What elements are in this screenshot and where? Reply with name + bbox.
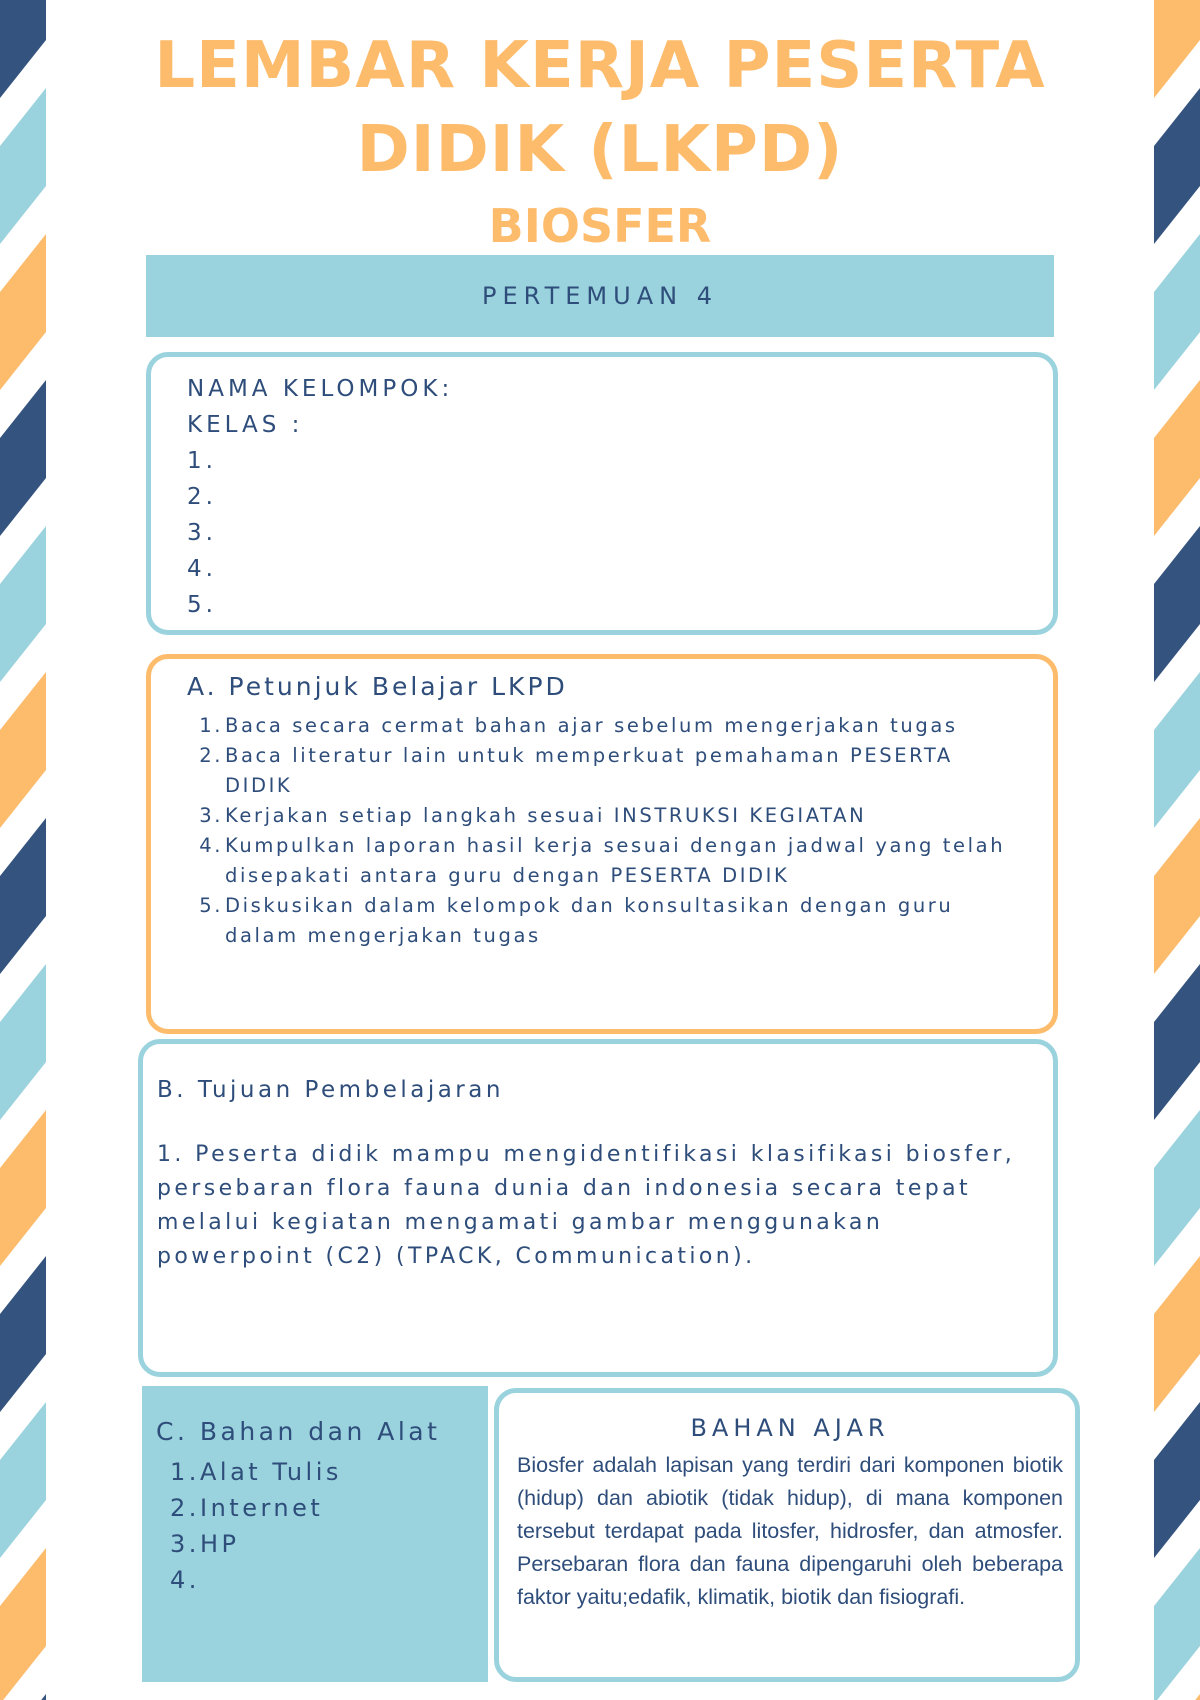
member-line: 5. (187, 592, 217, 618)
material-item (156, 1454, 474, 1490)
identity-box (146, 352, 1058, 635)
stripe-pattern (0, 0, 46, 1700)
stripe-band (0, 1256, 46, 1412)
group-name-label: NAMA KELOMPOK: (187, 376, 454, 402)
teaching-material-box (494, 1388, 1080, 1682)
item-number: 2. (170, 1494, 200, 1522)
item-number: 3. (170, 1530, 200, 1558)
teaching-material-title: BAHAN AJAR (690, 1414, 890, 1442)
item-number: 2. (199, 744, 223, 767)
item-number: 5. (199, 894, 223, 917)
item-number: 1. (170, 1458, 200, 1486)
material-item (156, 1490, 474, 1526)
stripe-band (0, 234, 46, 390)
item-number: 4. (170, 1566, 200, 1594)
meeting-label: PERTEMUAN 4 (482, 282, 718, 310)
member-line: 4. (187, 556, 217, 582)
stripe-band (1154, 1256, 1200, 1412)
right-stripe-border (1154, 0, 1200, 1700)
item-text: Alat Tulis (200, 1458, 342, 1486)
learning-objectives-box (138, 1039, 1058, 1377)
instruction-item (187, 891, 1017, 951)
stripe-band (1154, 672, 1200, 828)
member-line: 2. (187, 484, 217, 510)
instructions-list (187, 711, 1017, 951)
stripe-band (0, 964, 46, 1120)
materials-title: C. Bahan dan Alat (156, 1417, 441, 1446)
stripe-band (0, 0, 46, 98)
instruction-item (187, 741, 1017, 801)
page-subtitle: BIOSFER (488, 199, 712, 253)
stripe-band (1154, 0, 1200, 98)
left-stripe-border (0, 0, 46, 1700)
item-text: Kumpulkan laporan hasil kerja sesuai dengan jadwal yang telah disepakati antara guru dengan PESERTA DIDIK (225, 834, 1006, 887)
stripe-band (1154, 1402, 1200, 1558)
meeting-banner (146, 255, 1054, 337)
stripe-band (1154, 818, 1200, 974)
instructions-box (146, 654, 1058, 1034)
stripe-band (0, 1402, 46, 1558)
page-title-line-1: LEMBAR KERJA PESERTA (154, 29, 1046, 103)
stripe-band (1154, 380, 1200, 536)
material-item (156, 1562, 474, 1598)
page-title-line-2: DIDIK (LKPD) (356, 113, 844, 187)
member-line: 1. (187, 448, 217, 474)
item-number: 4. (199, 834, 223, 857)
objective-text: 1. Peserta didik mampu mengidentifikasi klasifikasi biosfer, persebaran flora fauna dunia dan indonesia secara tepat melalui kegiatan mengamati gambar menggunakan powerpoint (C2) (TPACK, Communication). (157, 1142, 1016, 1269)
stripe-band (1154, 88, 1200, 244)
stripe-band (1154, 234, 1200, 390)
stripe-pattern (1154, 0, 1200, 1700)
instruction-item (187, 801, 1017, 831)
stripe-band (1154, 1548, 1200, 1700)
item-text: HP (200, 1530, 240, 1558)
item-text: Internet (200, 1494, 324, 1522)
stripe-band (0, 1548, 46, 1700)
stripe-band (0, 672, 46, 828)
material-item (156, 1526, 474, 1562)
item-text: Baca secara cermat bahan ajar sebelum mengerjakan tugas (225, 714, 958, 737)
instruction-item (187, 711, 1017, 741)
item-number: 3. (199, 804, 223, 827)
instructions-title: A. Petunjuk Belajar LKPD (187, 672, 568, 701)
stripe-band (0, 818, 46, 974)
item-number: 1. (199, 714, 223, 737)
stripe-band (0, 526, 46, 682)
stripe-band (0, 380, 46, 536)
stripe-band (1154, 526, 1200, 682)
materials-tools-panel (142, 1386, 488, 1682)
member-line: 3. (187, 520, 217, 546)
instruction-item (187, 831, 1017, 891)
teaching-material-text: Biosfer adalah lapisan yang terdiri dari komponen biotik (hidup) dan abiotik (tidak hidup), di mana komponen tersebut terdapat pada litosfer, hidrosfer, dan atmosfer. Persebaran flora dan fauna dipengaruhi oleh beberapa faktor yaitu;edafik, klimatik, biotik dan fisiografi. (517, 1453, 1063, 1609)
item-text: Baca literatur lain untuk memperkuat pemahaman PESERTA DIDIK (225, 744, 953, 797)
class-label: KELAS : (187, 412, 304, 438)
stripe-band (0, 1110, 46, 1266)
item-text: Diskusikan dalam kelompok dan konsultasikan dengan guru dalam mengerjakan tugas (225, 894, 954, 947)
objectives-title: B. Tujuan Pembelajaran (157, 1077, 504, 1103)
stripe-band (0, 88, 46, 244)
item-text: Kerjakan setiap langkah sesuai INSTRUKSI KEGIATAN (225, 804, 867, 827)
stripe-band (1154, 964, 1200, 1120)
stripe-band (1154, 1110, 1200, 1266)
